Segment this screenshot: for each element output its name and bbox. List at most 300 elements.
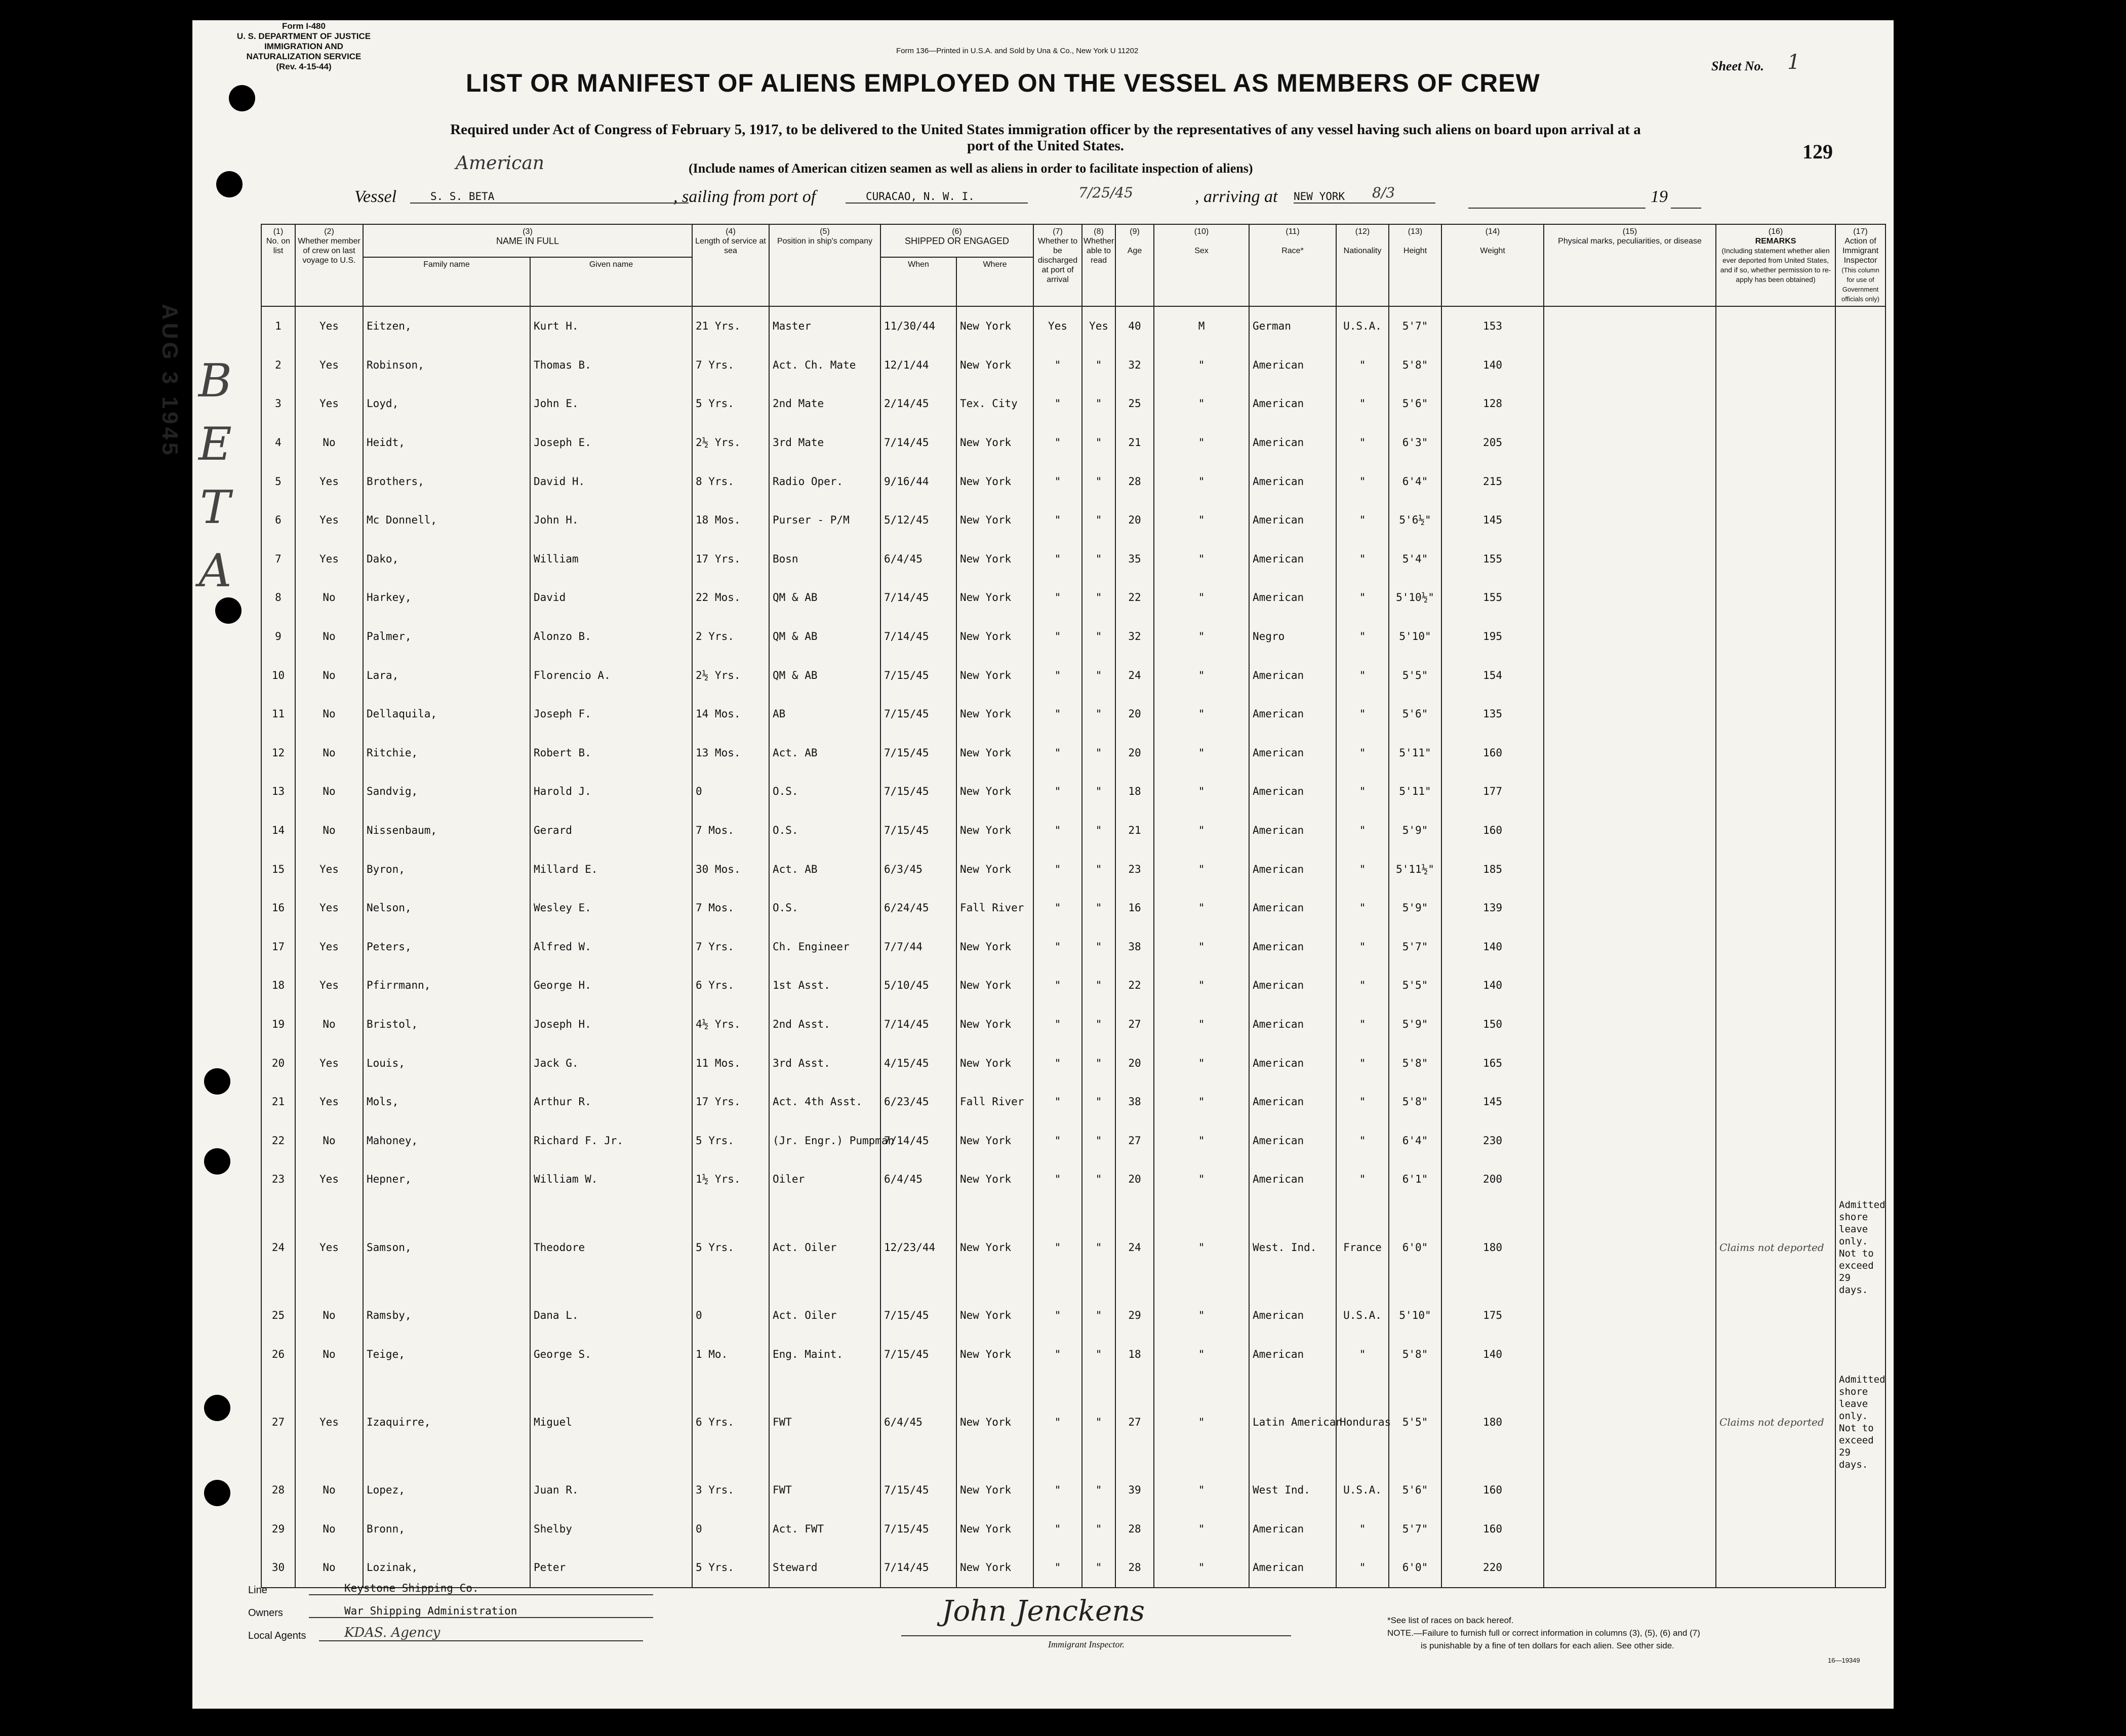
height-cell: 5'11½" [1389,850,1441,889]
shipped-when-cell: 5/12/45 [880,501,956,540]
last-voyage-cell: Yes [295,927,363,966]
shipped-where-cell: Tex. City [956,384,1033,423]
height-cell: 5'6" [1389,384,1441,423]
family-name-cell: Byron, [363,850,530,889]
able-to-read-cell: " [1082,540,1115,579]
row-number-cell: 17 [261,927,295,966]
physical-marks-cell [1544,1509,1716,1548]
able-to-read-cell: " [1082,889,1115,927]
position-cell: O.S. [769,811,880,850]
note-2: is punishable by a fine of ten dollars for each alien. See other side. [1421,1641,1674,1650]
remarks-cell [1716,1005,1835,1044]
position-cell: Act. FWT [769,1509,880,1548]
race-cell: American [1249,1160,1336,1199]
height-cell: 5'9" [1389,1005,1441,1044]
height-cell: 5'8" [1389,346,1441,385]
table-row [261,656,1886,695]
age-cell: 16 [1115,889,1154,927]
discharged-cell: " [1033,501,1082,540]
race-cell: American [1249,927,1336,966]
sex-cell: " [1154,889,1249,927]
shipped-where-cell: New York [956,772,1033,811]
family-name-cell: Mols, [363,1082,530,1121]
remarks-cell [1716,966,1835,1005]
discharged-cell: " [1033,578,1082,617]
vessel-name: S. S. BETA [410,190,689,204]
nationality-cell: Honduras [1336,1374,1389,1471]
weight-cell: 185 [1441,850,1544,889]
last-voyage-cell: No [295,1296,363,1335]
given-name-cell: Alonzo B. [530,617,692,656]
last-voyage-cell: Yes [295,501,363,540]
length-of-service-cell: 30 Mos. [692,850,769,889]
table-row [261,617,1886,656]
able-to-read-cell: " [1082,1160,1115,1199]
given-name-cell: Florencio A. [530,656,692,695]
row-number-cell: 20 [261,1043,295,1082]
given-name-cell: Joseph F. [530,695,692,734]
nationality-cell: " [1336,423,1389,462]
inspector-action-cell [1835,462,1886,501]
table-row [261,1160,1886,1199]
length-of-service-cell: 7 Yrs. [692,346,769,385]
family-name-cell: Lopez, [363,1471,530,1510]
able-to-read-cell: Yes [1082,306,1115,346]
race-cell: German [1249,306,1336,346]
family-name-cell: Pfirrmann, [363,966,530,1005]
weight-cell: 195 [1441,617,1544,656]
table-row [261,462,1886,501]
physical-marks-cell [1544,1082,1716,1121]
nationality-cell: " [1336,656,1389,695]
family-name-cell: Hepner, [363,1160,530,1199]
family-name-cell: Eitzen, [363,306,530,346]
discharged-cell: " [1033,1548,1082,1588]
manifest-sheet [157,20,1894,1709]
row-number-cell: 25 [261,1296,295,1335]
race-cell: Latin American [1249,1374,1336,1471]
discharged-cell: " [1033,889,1082,927]
nationality-cell: U.S.A. [1336,306,1389,346]
agents-value: KDAS. Agency [319,1625,643,1641]
family-name-cell: Nissenbaum, [363,811,530,850]
table-row [261,306,1886,346]
arriving-port: NEW YORK [1294,190,1435,204]
shipped-when-cell: 7/15/45 [880,695,956,734]
height-cell: 5'8" [1389,1043,1441,1082]
shipped-when-cell: 7/15/45 [880,1509,956,1548]
sex-cell: " [1154,1335,1249,1374]
sex-cell: " [1154,927,1249,966]
height-cell: 5'9" [1389,889,1441,927]
able-to-read-cell: " [1082,423,1115,462]
able-to-read-cell: " [1082,1082,1115,1121]
able-to-read-cell: " [1082,617,1115,656]
sex-cell: " [1154,966,1249,1005]
physical-marks-cell [1544,501,1716,540]
shipped-when-cell: 7/14/45 [880,578,956,617]
table-row [261,966,1886,1005]
length-of-service-cell: 17 Yrs. [692,1082,769,1121]
length-of-service-cell: 11 Mos. [692,1043,769,1082]
race-cell: American [1249,1005,1336,1044]
nationality-cell: " [1336,1082,1389,1121]
given-name-cell: Shelby [530,1509,692,1548]
inspector-action-cell [1835,501,1886,540]
last-voyage-cell: No [295,423,363,462]
inspector-action-cell [1835,578,1886,617]
punch-hole [215,597,242,624]
discharged-cell: " [1033,1160,1082,1199]
sailing-label: , sailing from port of [673,187,816,206]
nationality-cell: " [1336,1548,1389,1588]
subtitle-line-1: Required under Act of Congress of February 5, 1917, to be delivered to the United States immigration officer by the representatives of any vessel having such aliens on board upon arrival at a [450,122,1641,138]
margin-handwriting: BETA [198,354,232,597]
given-name-cell: Wesley E. [530,889,692,927]
sheet-label: Sheet No. [1711,59,1764,73]
physical-marks-cell [1544,1005,1716,1044]
table-row [261,578,1886,617]
nationality-cell: " [1336,1005,1389,1044]
row-number-cell: 6 [261,501,295,540]
sex-cell: " [1154,462,1249,501]
height-cell: 5'7" [1389,1509,1441,1548]
shipped-where-cell: New York [956,501,1033,540]
age-cell: 20 [1115,1160,1154,1199]
shipped-where-cell: New York [956,656,1033,695]
family-name-cell: Ritchie, [363,734,530,773]
nationality-cell: " [1336,811,1389,850]
age-cell: 32 [1115,346,1154,385]
physical-marks-cell [1544,656,1716,695]
row-number-cell: 2 [261,346,295,385]
weight-cell: 175 [1441,1296,1544,1335]
shipped-when-cell: 4/15/45 [880,1043,956,1082]
inspector-label: Immigrant Inspector. [1048,1639,1125,1649]
weight-cell: 128 [1441,384,1544,423]
weight-cell: 180 [1441,1374,1544,1471]
shipped-when-cell: 7/15/45 [880,734,956,773]
sex-cell: " [1154,1471,1249,1510]
punch-hole [204,1480,230,1506]
position-cell: Radio Oper. [769,462,880,501]
remarks-cell [1716,1043,1835,1082]
signature-line [901,1635,1291,1636]
discharged-cell: " [1033,384,1082,423]
note-races: *See list of races on back hereof. [1387,1616,1514,1625]
shipped-when-cell: 12/1/44 [880,346,956,385]
able-to-read-cell: " [1082,811,1115,850]
col-13-header: (13) Height [1389,224,1441,306]
inspector-action-cell [1835,346,1886,385]
nationality-cell: " [1336,1043,1389,1082]
able-to-read-cell: " [1082,578,1115,617]
last-voyage-cell: Yes [295,1043,363,1082]
position-cell: Act. Oiler [769,1296,880,1335]
given-name-cell: Millard E. [530,850,692,889]
last-voyage-cell: Yes [295,346,363,385]
inspector-action-cell [1835,1160,1886,1199]
age-cell: 28 [1115,1509,1154,1548]
row-number-cell: 9 [261,617,295,656]
weight-cell: 200 [1441,1160,1544,1199]
age-cell: 23 [1115,850,1154,889]
inspector-action-cell [1835,1548,1886,1588]
age-cell: 20 [1115,1043,1154,1082]
position-cell: QM & AB [769,656,880,695]
physical-marks-cell [1544,1043,1716,1082]
weight-cell: 139 [1441,889,1544,927]
inspector-action-cell: Admitted shore leave only. Not to exceed 29 days. [1835,1374,1886,1471]
shipped-where-cell: New York [956,578,1033,617]
given-name-cell: William W. [530,1160,692,1199]
physical-marks-cell [1544,540,1716,579]
discharged-cell: " [1033,423,1082,462]
position-cell: Act. Oiler [769,1199,880,1296]
given-name-cell: David [530,578,692,617]
family-name-cell: Dellaquila, [363,695,530,734]
race-cell: American [1249,695,1336,734]
sailing-port: CURACAO, N. W. I. [846,190,1028,204]
height-cell: 5'6" [1389,695,1441,734]
department: U. S. DEPARTMENT OF JUSTICE [236,31,371,41]
shipped-when-cell: 6/4/45 [880,540,956,579]
length-of-service-cell: 5 Yrs. [692,1121,769,1160]
physical-marks-cell [1544,1121,1716,1160]
length-of-service-cell: 18 Mos. [692,501,769,540]
col-2-header: (2) Whether member of crew on last voyage to U.S. [295,224,363,306]
discharged-cell: " [1033,772,1082,811]
length-of-service-cell: 13 Mos. [692,734,769,773]
height-cell: 6'1" [1389,1160,1441,1199]
table-row [261,1043,1886,1082]
able-to-read-cell: " [1082,1509,1115,1548]
nationality-cell: " [1336,734,1389,773]
sex-cell: " [1154,1199,1249,1296]
sex-cell: " [1154,1296,1249,1335]
nationality-cell: " [1336,850,1389,889]
position-cell: AB [769,695,880,734]
age-cell: 28 [1115,462,1154,501]
note-1: NOTE.—Failure to furnish full or correct information in columns (3), (5), (6) and (7) [1387,1628,1700,1638]
shipped-when-cell: 2/14/45 [880,384,956,423]
last-voyage-cell: No [295,1509,363,1548]
sex-cell: " [1154,1548,1249,1588]
family-name-header: Family name [363,257,530,306]
weight-cell: 160 [1441,1471,1544,1510]
weight-cell: 145 [1441,1082,1544,1121]
remarks-cell: Claims not deported [1716,1374,1835,1471]
family-name-cell: Mc Donnell, [363,501,530,540]
height-cell: 6'0" [1389,1548,1441,1588]
shipped-where-cell: New York [956,1548,1033,1588]
shipped-when-cell: 7/15/45 [880,811,956,850]
able-to-read-cell: " [1082,966,1115,1005]
inspector-action-cell [1835,423,1886,462]
position-cell: O.S. [769,889,880,927]
table-row [261,1471,1886,1510]
race-cell: American [1249,889,1336,927]
sex-cell: " [1154,1082,1249,1121]
height-cell: 5'8" [1389,1082,1441,1121]
age-cell: 39 [1115,1471,1154,1510]
discharged-cell: " [1033,540,1082,579]
remarks-cell [1716,540,1835,579]
position-cell: Act. 4th Asst. [769,1082,880,1121]
physical-marks-cell [1544,1548,1716,1588]
agents-label: Local Agents [248,1630,306,1641]
last-voyage-cell: Yes [295,1082,363,1121]
shipped-where-cell: New York [956,811,1033,850]
sex-cell: " [1154,1005,1249,1044]
last-voyage-cell: No [295,578,363,617]
family-name-cell: Harkey, [363,578,530,617]
row-number-cell: 26 [261,1335,295,1374]
shipped-where-cell: New York [956,1160,1033,1199]
sex-cell: " [1154,734,1249,773]
nationality-cell: " [1336,927,1389,966]
sex-cell: " [1154,1509,1249,1548]
position-cell: Ch. Engineer [769,927,880,966]
able-to-read-cell: " [1082,772,1115,811]
remarks-cell [1716,850,1835,889]
shipped-when-cell: 7/14/45 [880,423,956,462]
row-number-cell: 4 [261,423,295,462]
weight-cell: 177 [1441,772,1544,811]
physical-marks-cell [1544,811,1716,850]
document-title: LIST OR MANIFEST OF ALIENS EMPLOYED ON THE VESSEL AS MEMBERS OF CREW [466,69,1540,97]
height-cell: 5'6" [1389,1471,1441,1510]
shipped-where-cell: New York [956,695,1033,734]
discharged-cell: " [1033,617,1082,656]
able-to-read-cell: " [1082,695,1115,734]
discharged-cell: " [1033,462,1082,501]
sex-cell: " [1154,1043,1249,1082]
last-voyage-cell: No [295,656,363,695]
remarks-cell [1716,1509,1835,1548]
inspector-action-cell [1835,1043,1886,1082]
discharged-cell: Yes [1033,306,1082,346]
table-row [261,1296,1886,1335]
weight-cell: 205 [1441,423,1544,462]
remarks-cell [1716,306,1835,346]
shipped-when-cell: 7/15/45 [880,656,956,695]
given-name-cell: Kurt H. [530,306,692,346]
remarks-cell [1716,927,1835,966]
sex-cell: " [1154,1121,1249,1160]
agency-header [228,21,380,72]
age-cell: 28 [1115,1548,1154,1588]
height-cell: 6'4" [1389,462,1441,501]
family-name-cell: Nelson, [363,889,530,927]
given-name-cell: Joseph E. [530,423,692,462]
subtitle-line-2: port of the United States. [967,138,1125,154]
last-voyage-cell: Yes [295,306,363,346]
able-to-read-cell: " [1082,1296,1115,1335]
punch-hole [216,171,243,197]
height-cell: 5'11" [1389,772,1441,811]
able-to-read-cell: " [1082,462,1115,501]
shipped-where-cell: New York [956,306,1033,346]
shipped-when-cell: 7/15/45 [880,1296,956,1335]
height-cell: 5'9" [1389,811,1441,850]
weight-cell: 160 [1441,811,1544,850]
shipped-where-cell: Fall River [956,1082,1033,1121]
position-cell: 2nd Mate [769,384,880,423]
physical-marks-cell [1544,1160,1716,1199]
age-cell: 24 [1115,1199,1154,1296]
race-cell: American [1249,540,1336,579]
position-cell: Bosn [769,540,880,579]
weight-cell: 150 [1441,1005,1544,1044]
position-cell: FWT [769,1374,880,1471]
physical-marks-cell [1544,1199,1716,1296]
position-cell: Eng. Maint. [769,1335,880,1374]
given-name-cell: Robert B. [530,734,692,773]
height-cell: 6'0" [1389,1199,1441,1296]
row-number-cell: 28 [261,1471,295,1510]
arriving-label: , arriving at [1195,187,1278,206]
inspector-action-cell [1835,734,1886,773]
physical-marks-cell [1544,1374,1716,1471]
race-cell: American [1249,1043,1336,1082]
discharged-cell: " [1033,1296,1082,1335]
race-cell: American [1249,1121,1336,1160]
physical-marks-cell [1544,734,1716,773]
weight-cell: 145 [1441,501,1544,540]
length-of-service-cell: 6 Yrs. [692,966,769,1005]
able-to-read-cell: " [1082,927,1115,966]
given-name-cell: John H. [530,501,692,540]
col-10-header: (10) Sex [1154,224,1249,306]
family-name-cell: Mahoney, [363,1121,530,1160]
shipped-when-cell: 6/23/45 [880,1082,956,1121]
discharged-cell: " [1033,1471,1082,1510]
remarks-cell [1716,656,1835,695]
where-header: Where [956,257,1033,306]
remarks-cell [1716,695,1835,734]
able-to-read-cell: " [1082,1121,1115,1160]
sheet-number: 1 [1787,51,1800,74]
shipped-where-cell: New York [956,927,1033,966]
position-cell: 1st Asst. [769,966,880,1005]
able-to-read-cell: " [1082,1548,1115,1588]
physical-marks-cell [1544,1471,1716,1510]
physical-marks-cell [1544,346,1716,385]
age-cell: 18 [1115,1335,1154,1374]
height-cell: 5'10" [1389,617,1441,656]
last-voyage-cell: No [295,1548,363,1588]
sex-cell: " [1154,850,1249,889]
family-name-cell: Robinson, [363,346,530,385]
last-voyage-cell: Yes [295,462,363,501]
length-of-service-cell: 6 Yrs. [692,1374,769,1471]
race-cell: American [1249,384,1336,423]
position-cell: QM & AB [769,617,880,656]
given-name-cell: Gerard [530,811,692,850]
table-row [261,384,1886,423]
race-cell: American [1249,578,1336,617]
race-cell: American [1249,346,1336,385]
inspector-action-cell [1835,1082,1886,1121]
race-cell: American [1249,1082,1336,1121]
inspector-action-cell [1835,656,1886,695]
family-name-cell: Samson, [363,1199,530,1296]
sex-cell: " [1154,1160,1249,1199]
able-to-read-cell: " [1082,734,1115,773]
shipped-when-cell: 7/14/45 [880,617,956,656]
shipped-when-cell: 7/7/44 [880,927,956,966]
